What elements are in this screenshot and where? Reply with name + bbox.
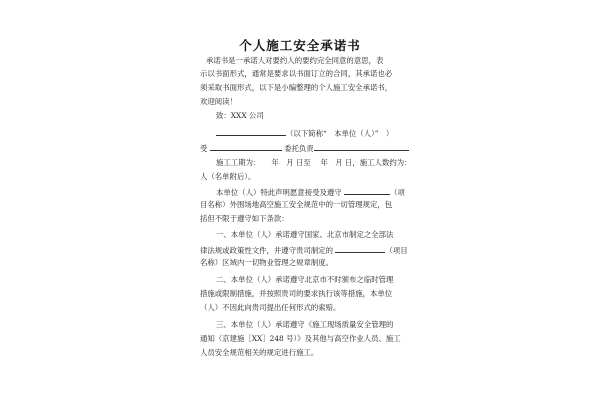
para2-line-3: 名称）区域内一切物业管理之规章制度。 [200, 258, 334, 267]
abbreviation-line [216, 127, 393, 139]
intro-line-4: 欢迎阅读！ [200, 97, 237, 106]
period-line: 施工工期为： 年 月 日至 年 月 日，施工人数约为： [216, 158, 412, 167]
intro-line-3: 须采取书面形式，以下是小编整理的个人施工安全承诺书， [200, 83, 393, 92]
addressee-company: XXX 公司 [230, 111, 264, 120]
intro-line-2: 示以书面形式，通常是要求以书面订立的合同，其承诺也必 [200, 69, 393, 78]
para2-line-1: 一、本单位（人）承诺遵守国家、北京市制定之全部法 [216, 230, 394, 239]
para2-line-2 [200, 244, 408, 256]
names-line: 人（名单附后）。 [200, 172, 256, 181]
para2-text-1: 律法规或政策性文件，并遵守贵司制定的 [200, 246, 334, 255]
recipient-blank [210, 142, 282, 151]
project-name-blank-2 [335, 244, 385, 253]
para1-text-2: （项 [390, 188, 405, 197]
para2-text-2: （项目 [385, 246, 408, 255]
para4-line-2: 通知（京建施［XX］248 号）》及其他与高空作业人员、施工 [200, 334, 401, 343]
addressee-line [216, 111, 264, 121]
project-name-blank-1 [344, 186, 390, 195]
para1-line-2: 目名称）外围场地高空施工安全规范中的一切管理规定，包 [200, 200, 393, 209]
para3-line-3: （人）不因此向贵司提出任何形式的索赔。 [200, 303, 341, 312]
para1-line-1 [216, 186, 405, 198]
recipient-line [200, 142, 409, 154]
addressee-prefix: 致： [216, 111, 231, 120]
para1-line-3: 括但不限于遵守如下条款： [200, 214, 289, 223]
principal-text: 委托负责 [284, 144, 314, 153]
party-name-blank [216, 127, 286, 136]
para3-line-2: 措施或限制措施，并按照贵司的要求执行该等措施，本单位 [200, 289, 393, 298]
para4-line-3: 人员安全规范相关的规定进行施工。 [200, 348, 319, 357]
para3-line-1: 二、本单位（人）承诺遵守北京市不时颁布之临时管理 [216, 275, 394, 284]
intro-line-1: 承诺书是一承诺人对要约人的要约完全同意的意思，表 [206, 56, 384, 65]
document-title: 个人施工安全承诺书 [239, 38, 361, 53]
principal-blank [314, 142, 409, 151]
recipient-prefix: 受 [200, 144, 208, 153]
para1-text-1: 本单位（人）特此声明愿意接受及遵守 [216, 188, 342, 197]
para4-line-1: 三、本单位（人）承诺遵守《施工现场质量安全管理的 [216, 320, 394, 329]
abbreviation-text: （以下简称“ 本单位（人）” ） [286, 129, 394, 138]
